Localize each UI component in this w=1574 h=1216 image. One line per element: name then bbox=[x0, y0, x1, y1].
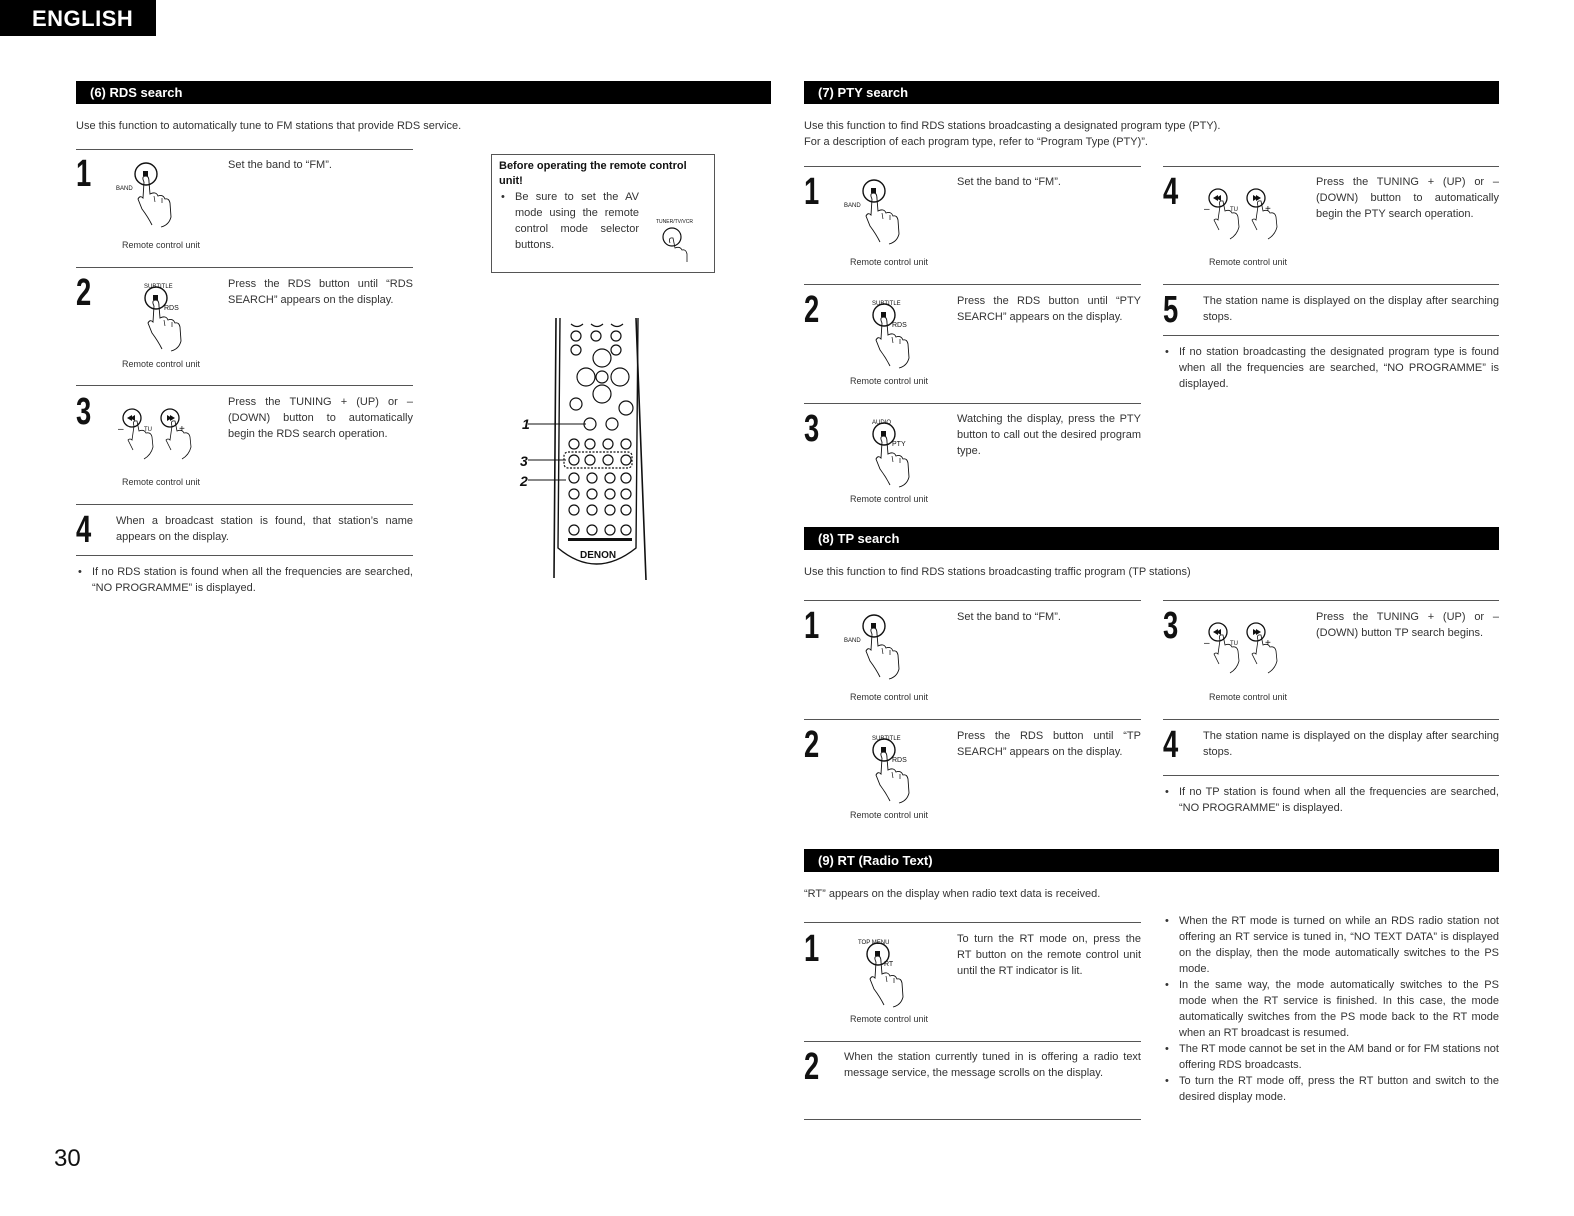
step-number: 1 bbox=[76, 153, 92, 195]
rds-button-icon bbox=[858, 295, 948, 370]
remote-callout-3: 3 bbox=[520, 453, 528, 469]
step-number: 2 bbox=[804, 289, 820, 331]
divider bbox=[804, 403, 1141, 404]
step-number: 1 bbox=[804, 928, 820, 970]
step-text: The station name is displayed on the display after searching stops. bbox=[1203, 295, 1499, 323]
band-button-icon bbox=[836, 177, 926, 252]
step-number: 3 bbox=[1163, 605, 1179, 647]
divider bbox=[76, 385, 413, 386]
step-text: Press the RDS button until “RDS SEARCH” appears on the display. bbox=[228, 278, 413, 306]
step-number: 4 bbox=[76, 509, 92, 551]
remote-caption: Remote control unit bbox=[850, 257, 929, 267]
step-text: Press the TUNING + (UP) or – (DOWN) button to automatically begin the RDS search operation. bbox=[228, 396, 413, 440]
remote-caption: Remote control unit bbox=[850, 810, 929, 820]
pty-intro-1: Use this function to find RDS stations broadcasting a designated program type (PTY). bbox=[804, 120, 1221, 132]
tuning-buttons-icon bbox=[114, 400, 224, 470]
page-number: 30 bbox=[54, 1145, 81, 1172]
note-item: • To turn the RT mode off, press the RT button and switch to the desired display mode. bbox=[1179, 1073, 1499, 1105]
step-text: Watching the display, press the PTY button to call out the desired program type. bbox=[957, 413, 1141, 457]
tp-intro: Use this function to find RDS stations broadcasting traffic program (TP stations) bbox=[804, 566, 1191, 578]
step-text: Set the band to “FM”. bbox=[957, 176, 1061, 188]
remote-caption: Remote control unit bbox=[122, 240, 201, 250]
remote-caption: Remote control unit bbox=[1209, 692, 1288, 702]
before-operating-title: Before operating the remote control unit! bbox=[499, 160, 687, 187]
button-sublabel: RDS bbox=[892, 757, 907, 764]
divider bbox=[804, 600, 1141, 601]
rds-button-icon bbox=[130, 278, 220, 353]
step-number: 4 bbox=[1163, 724, 1179, 766]
button-label: SUBTITLE bbox=[872, 301, 901, 307]
divider bbox=[76, 555, 413, 556]
step-number: 2 bbox=[76, 272, 92, 314]
tuning-buttons-icon bbox=[1200, 180, 1310, 250]
pty-button-icon bbox=[858, 414, 948, 489]
remote-caption: Remote control unit bbox=[122, 359, 201, 369]
step-text: Set the band to “FM”. bbox=[957, 611, 1061, 623]
note-item: • If no TP station is found when all the frequencies are searched, “NO PROGRAMME” is displayed. bbox=[1179, 784, 1499, 816]
band-button-icon bbox=[836, 612, 926, 687]
rt-header: (9) RT (Radio Text) bbox=[804, 849, 1499, 872]
divider bbox=[1163, 335, 1499, 336]
language-tag: ENGLISH bbox=[0, 0, 156, 36]
divider bbox=[1163, 775, 1499, 776]
divider bbox=[1163, 719, 1499, 720]
pty-intro-2: For a description of each program type, refer to “Program Type (PTY)”. bbox=[804, 136, 1148, 148]
step-number: 2 bbox=[804, 1046, 820, 1088]
step-text: Set the band to “FM”. bbox=[228, 159, 332, 171]
step-number: 4 bbox=[1163, 171, 1179, 213]
step-text: When a broadcast station is found, that station’s name appears on the display. bbox=[116, 515, 413, 543]
divider bbox=[76, 504, 413, 505]
button-label: AUDIO bbox=[872, 420, 892, 426]
remote-caption: Remote control unit bbox=[850, 376, 929, 386]
step-text: Press the TUNING + (UP) or – (DOWN) button to automatically begin the PTY search operation. bbox=[1316, 176, 1499, 220]
button-label: SUBTITLE bbox=[872, 736, 901, 742]
divider bbox=[804, 284, 1141, 285]
button-sublabel: RT bbox=[884, 961, 894, 968]
step-text: To turn the RT mode on, press the RT button on the remote control unit until the RT indicator is lit. bbox=[957, 933, 1141, 977]
rds-note bbox=[76, 564, 413, 596]
pty-note bbox=[1163, 344, 1499, 392]
step-text: When the station currently tuned in is offering a radio text message service, the message scrolls on the display. bbox=[844, 1051, 1141, 1079]
button-label: BAND bbox=[844, 638, 861, 644]
button-label: BAND bbox=[844, 203, 861, 209]
before-operating-box bbox=[491, 154, 715, 273]
remote-callout-1: 1 bbox=[522, 416, 530, 432]
note-item: • When the RT mode is turned on while an RDS radio station not offering an RT service is tuned in, “NO TEXT DATA” is displayed on the display, then the mode automatically switches to the PS mode. bbox=[1179, 913, 1499, 977]
rds-intro: Use this function to automatically tune to FM stations that provide RDS service. bbox=[76, 120, 462, 132]
rt-button-icon bbox=[852, 934, 942, 1009]
remote-brand: DENON bbox=[580, 550, 617, 561]
remote-caption: Remote control unit bbox=[1209, 257, 1288, 267]
step-number: 2 bbox=[804, 724, 820, 766]
tuning-buttons-icon bbox=[1200, 614, 1310, 684]
divider bbox=[804, 1119, 1141, 1120]
rt-notes bbox=[1163, 913, 1499, 1105]
remote-caption: Remote control unit bbox=[850, 494, 929, 504]
button-label: SUBTITLE bbox=[144, 284, 173, 290]
note-item: • If no station broadcasting the designated program type is found when all the frequencies are searched, “NO PROGRAMME” is displayed. bbox=[1179, 344, 1499, 392]
note-item: • If no RDS station is found when all the frequencies are searched, “NO PROGRAMME” is displayed. bbox=[92, 564, 413, 596]
rds-button-icon bbox=[858, 730, 948, 805]
remote-callout-2: 2 bbox=[520, 473, 528, 489]
step-text: Press the RDS button until “TP SEARCH” appears on the display. bbox=[957, 730, 1141, 758]
button-label: TUNER/TV/VCR bbox=[656, 219, 693, 225]
divider bbox=[804, 719, 1141, 720]
note-item: • In the same way, the mode automatically switches to the PS mode when the RT service is finished. In this case, the mode automatically switches from the PS mode back to the RT mode when an RT broadcast is resumed. bbox=[1179, 977, 1499, 1041]
divider bbox=[76, 149, 413, 150]
step-text: Press the RDS button until “PTY SEARCH” appears on the display. bbox=[957, 295, 1141, 323]
button-sublabel: PTY bbox=[892, 441, 906, 448]
button-label: BAND bbox=[116, 186, 133, 192]
remote-caption: Remote control unit bbox=[850, 1014, 929, 1024]
band-button-icon bbox=[108, 160, 198, 235]
step-number: 1 bbox=[804, 171, 820, 213]
rt-intro: “RT” appears on the display when radio text data is received. bbox=[804, 888, 1101, 900]
divider bbox=[1163, 284, 1499, 285]
divider bbox=[804, 922, 1141, 923]
rds-search-header: (6) RDS search bbox=[76, 81, 771, 104]
before-operating-text: • Be sure to set the AV mode using the remote control mode selector buttons. bbox=[515, 189, 639, 253]
pty-search-header: (7) PTY search bbox=[804, 81, 1499, 104]
step-text: Press the TUNING + (UP) or – (DOWN) button TP search begins. bbox=[1316, 611, 1499, 639]
step-number: 3 bbox=[76, 391, 92, 433]
remote-control-illustration bbox=[516, 318, 656, 588]
divider bbox=[1163, 166, 1499, 167]
button-label: TOP MENU bbox=[858, 940, 890, 946]
step-number: 1 bbox=[804, 605, 820, 647]
step-number: 3 bbox=[804, 408, 820, 450]
remote-caption: Remote control unit bbox=[122, 477, 201, 487]
step-text: The station name is displayed on the display after searching stops. bbox=[1203, 730, 1499, 758]
divider bbox=[76, 267, 413, 268]
button-sublabel: RDS bbox=[164, 305, 179, 312]
note-item: • The RT mode cannot be set in the AM band or for FM stations not offering RDS broadcasts. bbox=[1179, 1041, 1499, 1073]
button-sublabel: RDS bbox=[892, 322, 907, 329]
remote-caption: Remote control unit bbox=[850, 692, 929, 702]
step-number: 5 bbox=[1163, 289, 1179, 331]
mode-selector-button-icon bbox=[652, 215, 712, 267]
divider bbox=[804, 166, 1141, 167]
divider bbox=[804, 1041, 1141, 1042]
divider bbox=[1163, 600, 1499, 601]
tp-note bbox=[1163, 784, 1499, 816]
tp-search-header: (8) TP search bbox=[804, 527, 1499, 550]
